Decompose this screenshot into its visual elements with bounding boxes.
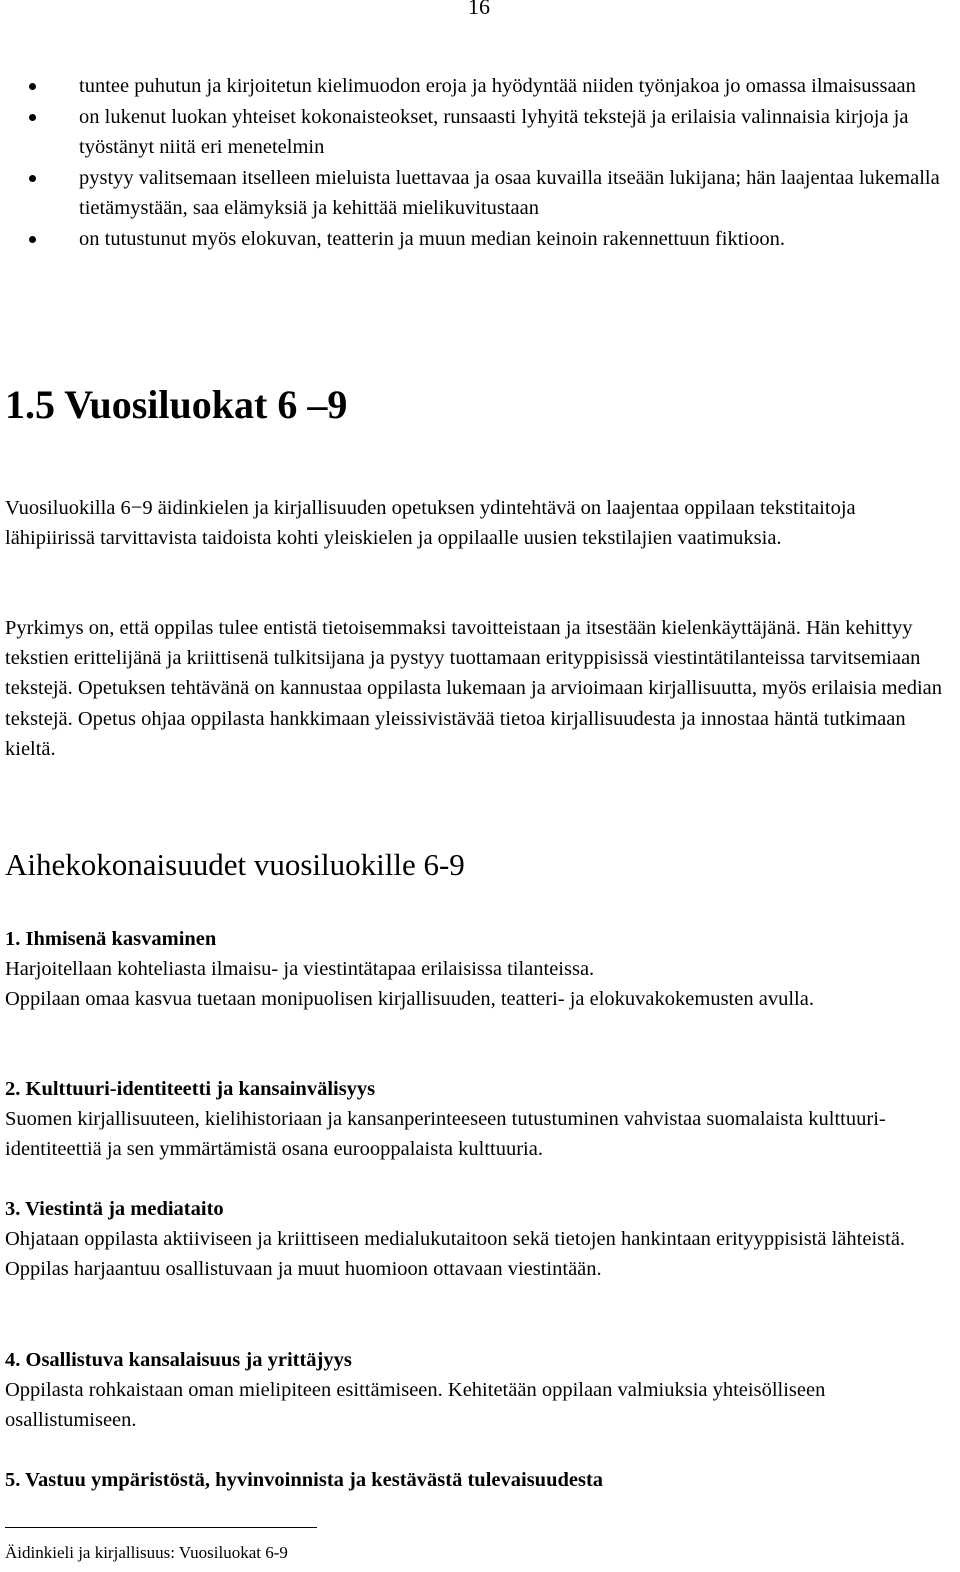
list-item-text: on lukenut luokan yhteiset kokonaisteokset, runsaasti lyhyitä tekstejä ja erilaisia valinnaisia kirjoja ja työstänyt niitä eri menetelmin <box>79 105 909 158</box>
section-heading: 1.5 Vuosiluokat 6 –9 <box>5 382 348 427</box>
list-item <box>10 224 955 255</box>
subsection-heading: Aihekokonaisuudet vuosiluokille 6-9 <box>5 847 465 882</box>
list-item <box>10 102 955 163</box>
bullet-icon <box>29 83 36 90</box>
topic-title: 3. Viestintä ja mediataito <box>5 1198 224 1220</box>
list-item-text: on tutustunut myös elokuvan, teatterin ja muun median keinoin rakennettuun fiktioon. <box>79 227 785 250</box>
list-item <box>10 71 955 102</box>
topic-2 <box>5 1074 950 1164</box>
list-item-text: pystyy valitsemaan itselleen mieluista luettavaa ja osaa kuvailla itseään lukijana; hän laajentaa lukemalla tietämystään, saa elämyksiä ja kehittää mielikuvitustaan <box>79 166 940 219</box>
topic-5 <box>5 1465 950 1495</box>
topic-4 <box>5 1345 950 1435</box>
bullet-icon <box>29 114 36 121</box>
page-footer: Äidinkieli ja kirjallisuus: Vuosiluokat 6-9 <box>5 1543 288 1562</box>
topic-text: Ohjataan oppilasta aktiiviseen ja kriittiseen medialukutaitoon sekä tietojen hankintaan erityyppisistä lähteistä. Oppilas harjaantuu osallistuvaan ja muut huomioon ottavaan viestintään. <box>5 1228 906 1280</box>
topic-1 <box>5 924 950 1014</box>
page-number: 16 <box>468 0 490 19</box>
topic-title: 2. Kulttuuri-identiteetti ja kansainvälisyys <box>5 1078 376 1100</box>
topic-title: 1. Ihmisenä kasvaminen <box>5 928 217 950</box>
topic-3 <box>5 1194 950 1284</box>
list-item-text: tuntee puhutun ja kirjoitetun kielimuodon eroja ja hyödyntää niiden työnjakoa jo omassa ilmaisussaan <box>79 75 916 97</box>
bullet-icon <box>29 236 36 243</box>
footer-divider <box>5 1527 317 1528</box>
topic-text-2: Oppilaan omaa kasvua tuetaan monipuolisen kirjallisuuden, teatteri- ja elokuvakokemusten avulla. <box>5 988 814 1010</box>
topic-title: 5. Vastuu ympäristöstä, hyvinvoinnista ja kestävästä tulevaisuudesta <box>5 1469 604 1491</box>
topic-title: 4. Osallistuva kansalaisuus ja yrittäjyys <box>5 1349 352 1371</box>
topic-text: Harjoitellaan kohteliasta ilmaisu- ja viestintätapaa erilaisissa tilanteissa. <box>5 958 595 980</box>
list-item <box>10 163 955 224</box>
topic-text: Oppilasta rohkaistaan oman mielipiteen esittämiseen. Kehitetään oppilaan valmiuksia yhteisölliseen osallistumiseen. <box>5 1379 826 1431</box>
topic-text: Suomen kirjallisuuteen, kielihistoriaan ja kansanperinteeseen tutustuminen vahvistaa suomalaista kulttuuri-identiteettiä ja sen ymmärtämistä osana eurooppalaista kulttuuria. <box>5 1108 886 1160</box>
section-paragraph-1: Vuosiluokilla 6−9 äidinkielen ja kirjallisuuden opetuksen ydintehtävä on laajentaa oppilaan tekstitaitoja lähipiirissä tarvittavista taidoista kohti yleiskielen ja oppilaalle uusien tekstilajien vaatimuksia. <box>5 497 856 550</box>
section-paragraph-2: Pyrkimys on, että oppilas tulee entistä tietoisemmaksi tavoitteistaan ja itsestään kielenkäyttäjänä. Hän kehittyy tekstien erittelijänä ja kriittisenä tulkitsijana ja pystyy tuottamaan erityppisissä viestintätilanteissa tarvitsemiaan tekstejä. Opetuksen tehtävänä on kannustaa oppilasta lukemaan ja arvioimaan kirjallisuutta, myös erilaisia median tekstejä. Opetus ohjaa oppilasta hankkimaan yleissivistävää tietoa kirjallisuudesta ja innostaa häntä tutkimaan kieltä. <box>5 617 943 760</box>
bullet-icon <box>29 175 36 182</box>
goals-bullet-list <box>10 71 955 254</box>
